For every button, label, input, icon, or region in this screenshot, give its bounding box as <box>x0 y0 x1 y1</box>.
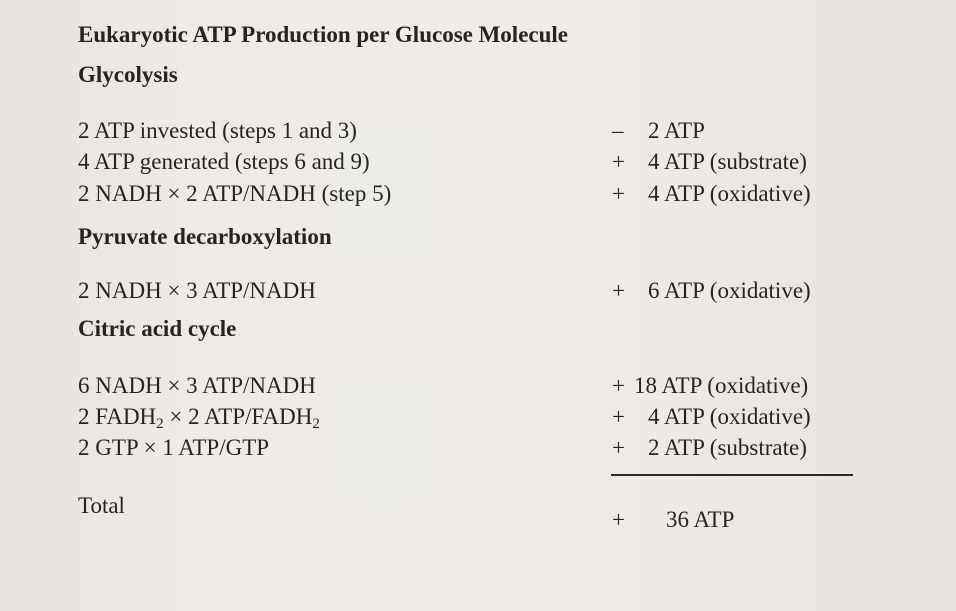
section-heading-pyruvate: Pyruvate decarboxylation <box>78 224 332 249</box>
subscript: 2 <box>312 416 320 432</box>
table-row <box>0 179 956 209</box>
row-sign: – <box>612 118 624 143</box>
table-row <box>0 147 956 177</box>
subscript: 2 <box>156 416 164 432</box>
row-sign: + <box>612 149 625 174</box>
row-label: 2 NADH × 2 ATP/NADH (step 5) <box>78 181 392 206</box>
table-title: Eukaryotic ATP Production per Glucose Molecule <box>78 22 569 47</box>
table-row <box>0 433 956 463</box>
table-row <box>0 276 956 306</box>
row-label: 4 ATP generated (steps 6 and 9) <box>78 149 370 174</box>
table-row <box>0 116 956 146</box>
row-label: 2 GTP × 1 ATP/GTP <box>78 435 270 460</box>
label-part: × 2 ATP/FADH <box>163 404 313 429</box>
section-heading-citric-acid: Citric acid cycle <box>78 316 237 341</box>
total-value-row <box>0 505 956 535</box>
row-sign: + <box>612 278 625 303</box>
label-part: 2 FADH <box>78 404 157 429</box>
row-value: 18 ATP (oxidative) <box>634 373 809 398</box>
row-sign: + <box>612 404 625 429</box>
row-value: 6 ATP (oxidative) <box>648 278 811 303</box>
total-value: 36 ATP <box>666 507 735 532</box>
row-label <box>78 402 320 432</box>
row-label: 6 NADH × 3 ATP/NADH <box>78 373 316 398</box>
total-label: Total <box>78 493 125 518</box>
row-value: 2 ATP (substrate) <box>648 435 807 460</box>
row-label: 2 NADH × 3 ATP/NADH <box>78 278 316 303</box>
row-sign: + <box>612 435 625 460</box>
table-row <box>0 371 956 401</box>
row-sign: + <box>612 373 625 398</box>
row-value: 4 ATP (oxidative) <box>648 404 811 429</box>
row-label: 2 ATP invested (steps 1 and 3) <box>78 118 357 143</box>
row-value: 2 ATP <box>648 118 705 143</box>
section-heading-glycolysis: Glycolysis <box>78 62 178 87</box>
row-sign: + <box>612 181 625 206</box>
total-sign: + <box>612 507 625 532</box>
row-value: 4 ATP (oxidative) <box>648 181 811 206</box>
row-value: 4 ATP (substrate) <box>648 149 807 174</box>
sum-rule-line <box>611 474 853 476</box>
table-row <box>0 402 956 432</box>
